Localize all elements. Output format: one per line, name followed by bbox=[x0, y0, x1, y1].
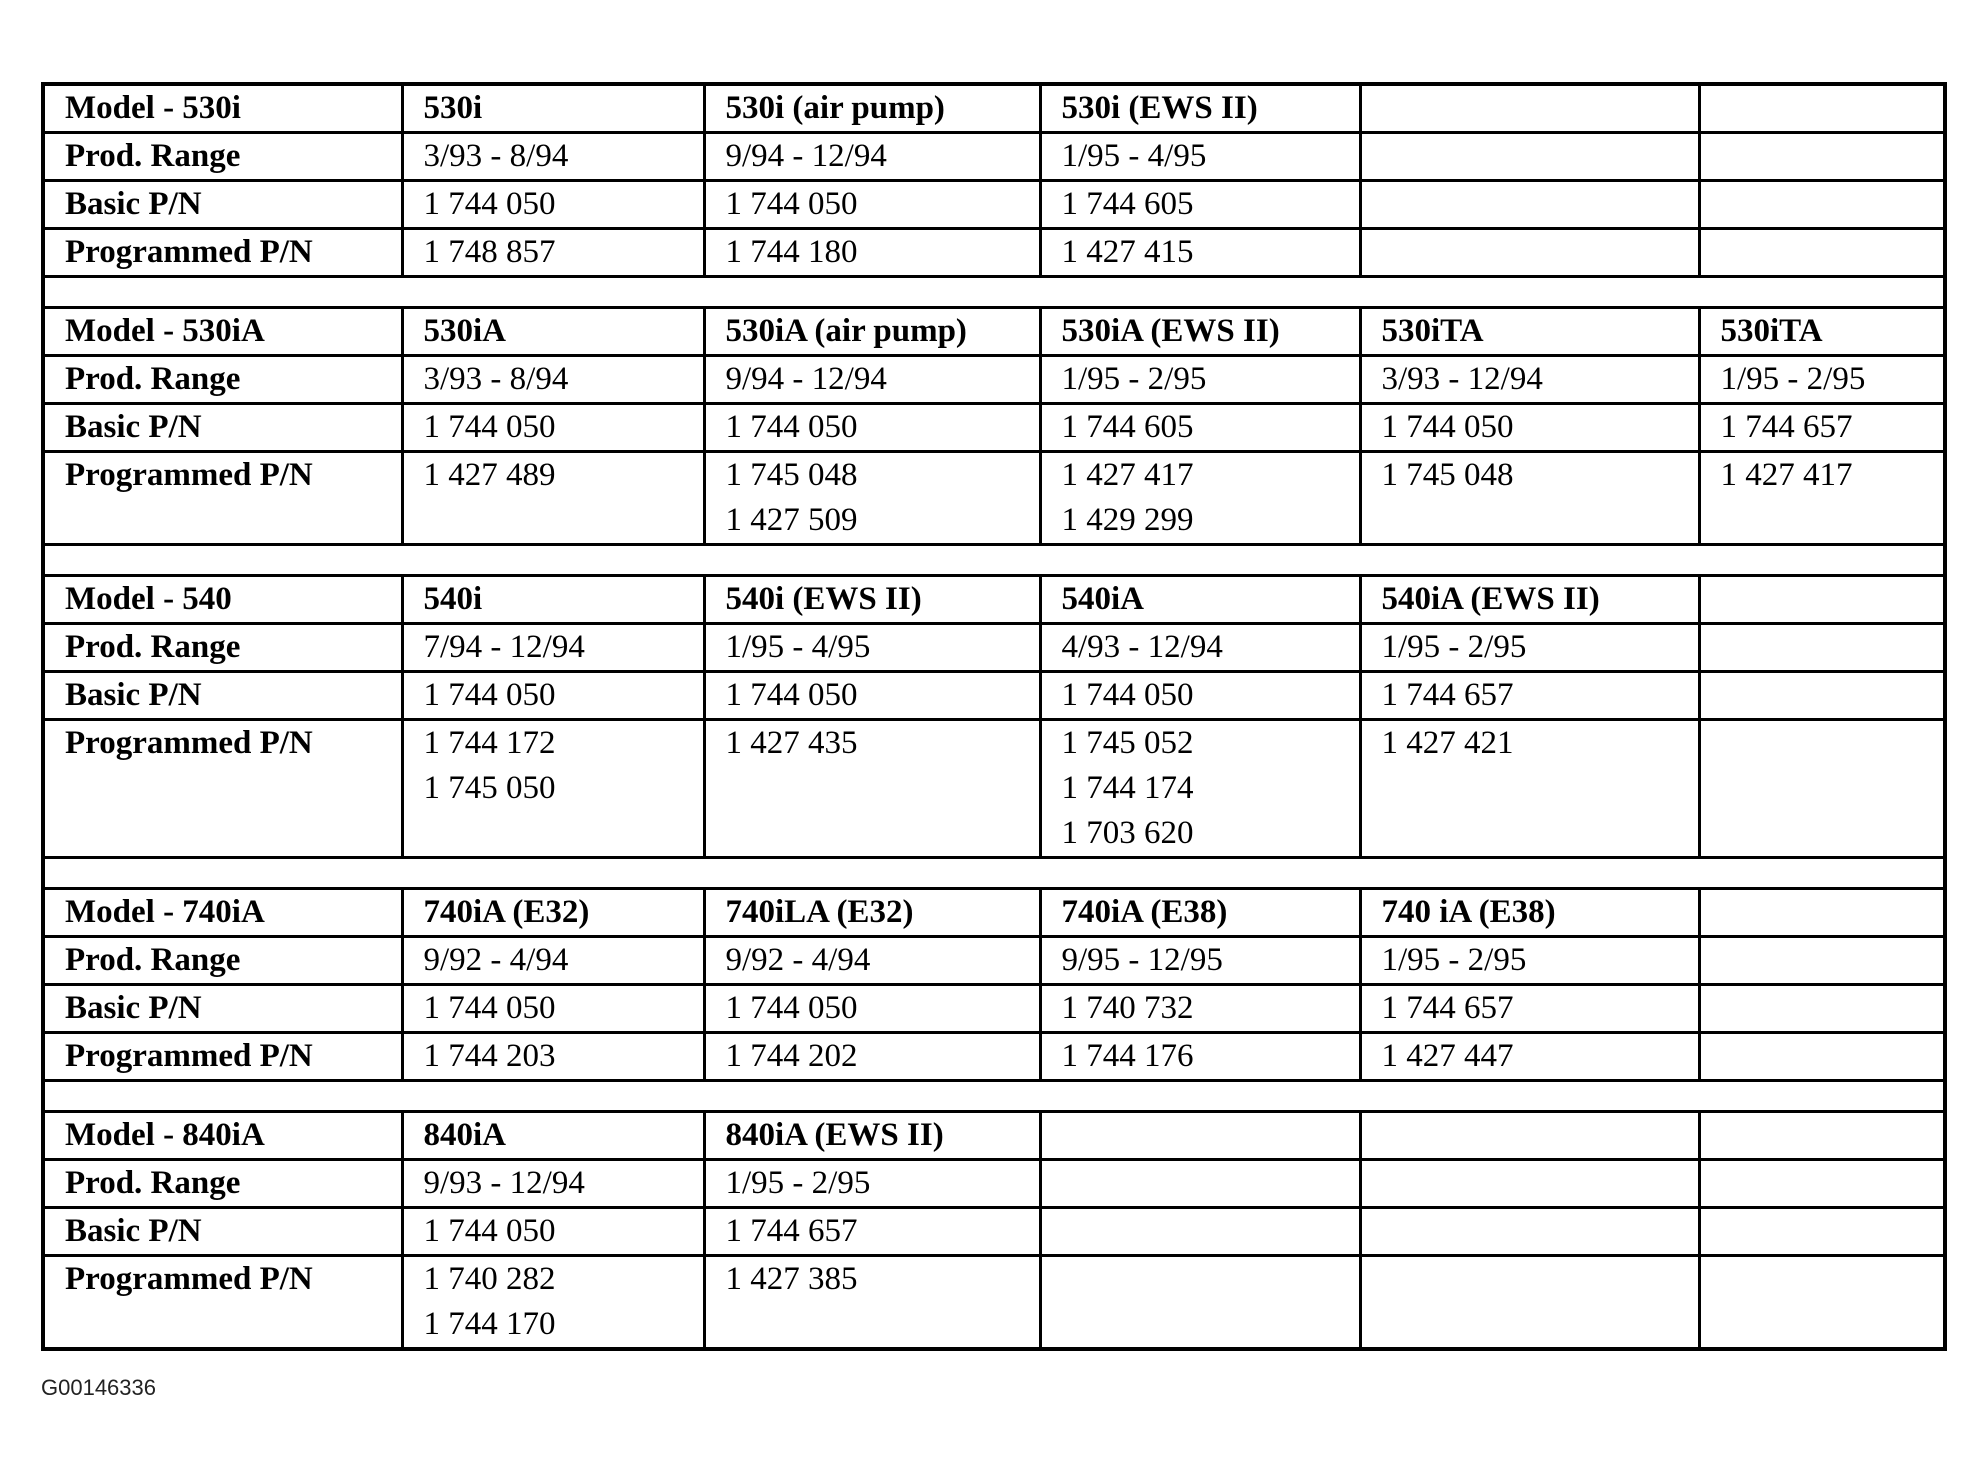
basic-cell bbox=[1360, 1208, 1699, 1256]
variant-cell: 530i bbox=[402, 84, 704, 133]
programmed-pn-row bbox=[43, 720, 1945, 858]
row-label: Programmed P/N bbox=[43, 1256, 402, 1350]
variant-cell: 740iA (E32) bbox=[402, 889, 704, 937]
variant-cell bbox=[1360, 1112, 1699, 1160]
programmed-cell: 1 427 385 bbox=[704, 1256, 1040, 1350]
row-label: Programmed P/N bbox=[43, 720, 402, 858]
variant-cell: 540iA (EWS II) bbox=[1360, 576, 1699, 624]
row-label: Programmed P/N bbox=[43, 452, 402, 545]
row-label: Prod. Range bbox=[43, 937, 402, 985]
variant-cell: 540i bbox=[402, 576, 704, 624]
variant-cell: 840iA (EWS II) bbox=[704, 1112, 1040, 1160]
range-cell: 1/95 - 2/95 bbox=[1360, 937, 1699, 985]
basic-cell: 1 744 050 bbox=[704, 672, 1040, 720]
basic-cell bbox=[1699, 985, 1945, 1033]
basic-cell: 1 744 050 bbox=[704, 404, 1040, 452]
programmed-cell: 1 744 172 1 745 050 bbox=[402, 720, 704, 858]
programmed-pn-row bbox=[43, 452, 1945, 545]
programmed-cell bbox=[1040, 1256, 1360, 1350]
programmed-cell bbox=[1360, 1256, 1699, 1350]
row-label: Basic P/N bbox=[43, 404, 402, 452]
model-label: Model - 530i bbox=[43, 84, 402, 133]
variant-cell: 530iTA bbox=[1699, 308, 1945, 356]
row-label: Basic P/N bbox=[43, 181, 402, 229]
programmed-cell: 1 744 202 bbox=[704, 1033, 1040, 1081]
basic-cell bbox=[1040, 1208, 1360, 1256]
variant-cell: 740 iA (E38) bbox=[1360, 889, 1699, 937]
programmed-cell bbox=[1699, 720, 1945, 858]
basic-pn-row bbox=[43, 404, 1945, 452]
range-cell bbox=[1699, 1160, 1945, 1208]
programmed-cell: 1 744 176 bbox=[1040, 1033, 1360, 1081]
spacer-cell bbox=[43, 858, 1945, 889]
model-row bbox=[43, 84, 1945, 133]
programmed-cell: 1 744 203 bbox=[402, 1033, 704, 1081]
row-label: Programmed P/N bbox=[43, 1033, 402, 1081]
basic-cell: 1 744 050 bbox=[402, 181, 704, 229]
model-label: Model - 740iA bbox=[43, 889, 402, 937]
programmed-cell: 1 427 447 bbox=[1360, 1033, 1699, 1081]
basic-cell: 1 744 605 bbox=[1040, 181, 1360, 229]
variant-cell: 530i (EWS II) bbox=[1040, 84, 1360, 133]
variant-cell: 530i (air pump) bbox=[704, 84, 1040, 133]
range-cell: 1/95 - 4/95 bbox=[704, 624, 1040, 672]
basic-cell: 1 740 732 bbox=[1040, 985, 1360, 1033]
range-cell: 3/93 - 12/94 bbox=[1360, 356, 1699, 404]
range-cell: 9/95 - 12/95 bbox=[1040, 937, 1360, 985]
basic-cell: 1 744 050 bbox=[704, 985, 1040, 1033]
section-spacer bbox=[43, 858, 1945, 889]
programmed-cell: 1 745 048 1 427 509 bbox=[704, 452, 1040, 545]
prod-range-row bbox=[43, 356, 1945, 404]
range-cell: 4/93 - 12/94 bbox=[1040, 624, 1360, 672]
programmed-cell: 1 427 421 bbox=[1360, 720, 1699, 858]
basic-cell bbox=[1360, 181, 1699, 229]
programmed-cell: 1 427 435 bbox=[704, 720, 1040, 858]
prod-range-row bbox=[43, 1160, 1945, 1208]
programmed-cell: 1 745 048 bbox=[1360, 452, 1699, 545]
figure-id: G00146336 bbox=[41, 1375, 156, 1400]
range-cell: 3/93 - 8/94 bbox=[402, 356, 704, 404]
part-number-table bbox=[41, 82, 1947, 1351]
programmed-cell: 1 427 415 bbox=[1040, 229, 1360, 277]
row-label: Programmed P/N bbox=[43, 229, 402, 277]
programmed-cell: 1 427 417 bbox=[1699, 452, 1945, 545]
spacer-cell bbox=[43, 277, 1945, 308]
basic-cell: 1 744 050 bbox=[704, 181, 1040, 229]
variant-cell bbox=[1360, 84, 1699, 133]
basic-cell: 1 744 050 bbox=[402, 1208, 704, 1256]
range-cell: 1/95 - 2/95 bbox=[1360, 624, 1699, 672]
range-cell: 1/95 - 2/95 bbox=[1699, 356, 1945, 404]
variant-cell bbox=[1040, 1112, 1360, 1160]
basic-cell: 1 744 050 bbox=[1360, 404, 1699, 452]
range-cell: 9/94 - 12/94 bbox=[704, 133, 1040, 181]
programmed-pn-row bbox=[43, 1033, 1945, 1081]
model-label: Model - 540 bbox=[43, 576, 402, 624]
row-label: Prod. Range bbox=[43, 624, 402, 672]
range-cell bbox=[1699, 133, 1945, 181]
basic-pn-row bbox=[43, 985, 1945, 1033]
row-label: Prod. Range bbox=[43, 1160, 402, 1208]
row-label: Prod. Range bbox=[43, 356, 402, 404]
basic-cell: 1 744 657 bbox=[1699, 404, 1945, 452]
basic-cell: 1 744 050 bbox=[402, 672, 704, 720]
row-label: Basic P/N bbox=[43, 1208, 402, 1256]
range-cell bbox=[1699, 624, 1945, 672]
programmed-pn-row bbox=[43, 1256, 1945, 1350]
programmed-cell bbox=[1699, 229, 1945, 277]
basic-cell: 1 744 657 bbox=[1360, 985, 1699, 1033]
basic-pn-row bbox=[43, 1208, 1945, 1256]
basic-cell: 1 744 657 bbox=[1360, 672, 1699, 720]
basic-cell: 1 744 050 bbox=[1040, 672, 1360, 720]
range-cell: 9/92 - 4/94 bbox=[402, 937, 704, 985]
variant-cell: 530iA (EWS II) bbox=[1040, 308, 1360, 356]
programmed-cell: 1 748 857 bbox=[402, 229, 704, 277]
prod-range-row bbox=[43, 937, 1945, 985]
prod-range-row bbox=[43, 133, 1945, 181]
section-spacer bbox=[43, 545, 1945, 576]
programmed-cell bbox=[1360, 229, 1699, 277]
programmed-cell bbox=[1699, 1033, 1945, 1081]
variant-cell: 740iLA (E32) bbox=[704, 889, 1040, 937]
programmed-cell: 1 744 180 bbox=[704, 229, 1040, 277]
basic-cell: 1 744 657 bbox=[704, 1208, 1040, 1256]
variant-cell bbox=[1699, 1112, 1945, 1160]
range-cell bbox=[1040, 1160, 1360, 1208]
basic-cell: 1 744 050 bbox=[402, 404, 704, 452]
row-label: Prod. Range bbox=[43, 133, 402, 181]
row-label: Basic P/N bbox=[43, 672, 402, 720]
basic-pn-row bbox=[43, 181, 1945, 229]
programmed-cell: 1 740 282 1 744 170 bbox=[402, 1256, 704, 1350]
range-cell: 1/95 - 2/95 bbox=[704, 1160, 1040, 1208]
variant-cell bbox=[1699, 84, 1945, 133]
variant-cell: 530iA (air pump) bbox=[704, 308, 1040, 356]
basic-cell bbox=[1699, 181, 1945, 229]
model-label: Model - 530iA bbox=[43, 308, 402, 356]
table-body bbox=[43, 84, 1945, 1349]
programmed-cell: 1 427 489 bbox=[402, 452, 704, 545]
range-cell: 7/94 - 12/94 bbox=[402, 624, 704, 672]
model-row bbox=[43, 308, 1945, 356]
variant-cell bbox=[1699, 889, 1945, 937]
basic-pn-row bbox=[43, 672, 1945, 720]
model-label: Model - 840iA bbox=[43, 1112, 402, 1160]
row-label: Basic P/N bbox=[43, 985, 402, 1033]
programmed-cell: 1 745 052 1 744 174 1 703 620 bbox=[1040, 720, 1360, 858]
range-cell bbox=[1360, 1160, 1699, 1208]
section-spacer bbox=[43, 1081, 1945, 1112]
basic-cell bbox=[1699, 672, 1945, 720]
variant-cell: 530iTA bbox=[1360, 308, 1699, 356]
spacer-cell bbox=[43, 1081, 1945, 1112]
variant-cell: 540iA bbox=[1040, 576, 1360, 624]
model-row bbox=[43, 889, 1945, 937]
model-row bbox=[43, 576, 1945, 624]
range-cell: 1/95 - 2/95 bbox=[1040, 356, 1360, 404]
range-cell bbox=[1699, 937, 1945, 985]
variant-cell: 740iA (E38) bbox=[1040, 889, 1360, 937]
variant-cell: 540i (EWS II) bbox=[704, 576, 1040, 624]
programmed-cell: 1 427 417 1 429 299 bbox=[1040, 452, 1360, 545]
variant-cell: 530iA bbox=[402, 308, 704, 356]
prod-range-row bbox=[43, 624, 1945, 672]
variant-cell: 840iA bbox=[402, 1112, 704, 1160]
range-cell: 9/92 - 4/94 bbox=[704, 937, 1040, 985]
range-cell: 3/93 - 8/94 bbox=[402, 133, 704, 181]
range-cell: 9/94 - 12/94 bbox=[704, 356, 1040, 404]
spacer-cell bbox=[43, 545, 1945, 576]
range-cell: 1/95 - 4/95 bbox=[1040, 133, 1360, 181]
range-cell bbox=[1360, 133, 1699, 181]
basic-cell bbox=[1699, 1208, 1945, 1256]
section-spacer bbox=[43, 277, 1945, 308]
basic-cell: 1 744 605 bbox=[1040, 404, 1360, 452]
variant-cell bbox=[1699, 576, 1945, 624]
range-cell: 9/93 - 12/94 bbox=[402, 1160, 704, 1208]
programmed-cell bbox=[1699, 1256, 1945, 1350]
model-row bbox=[43, 1112, 1945, 1160]
programmed-pn-row bbox=[43, 229, 1945, 277]
basic-cell: 1 744 050 bbox=[402, 985, 704, 1033]
